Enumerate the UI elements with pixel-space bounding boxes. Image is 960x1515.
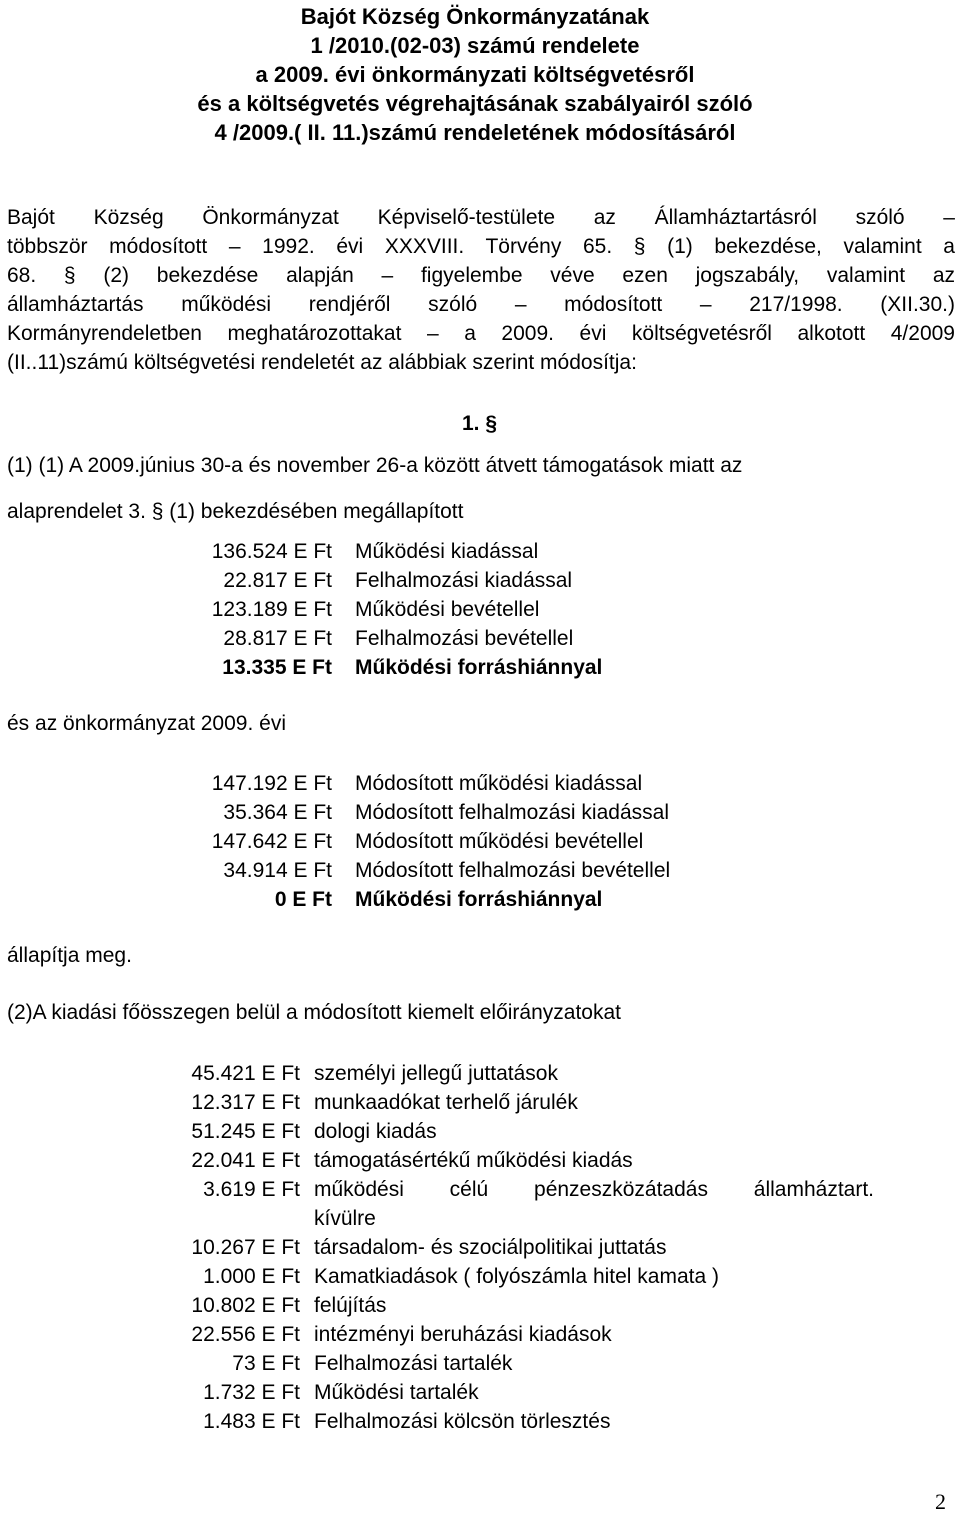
table-row [160, 1088, 874, 1117]
label-cell: munkaadókat terhelő járulék [314, 1091, 578, 1114]
label-cell: Módosított felhalmozási bevétellel [355, 859, 671, 882]
label-cell: Működési forráshiánnyal [355, 888, 603, 911]
label-cell: támogatásértékű működési kiadás [314, 1149, 633, 1172]
title-line: a 2009. évi önkormányzati költségvetésről [255, 62, 695, 87]
label-cell: Módosított felhalmozási kiadással [355, 801, 669, 824]
label-cell: Felhalmozási kiadással [355, 569, 573, 592]
amount-cell: 12.317 E Ft [191, 1091, 300, 1114]
label-cell: Felhalmozási kölcsön törlesztés [314, 1410, 611, 1433]
table-row [160, 1349, 874, 1378]
preamble-line: államháztartás működési rendjéről szóló – módosított – 217/1998. (XII.30.) [7, 293, 955, 316]
amount-cell: 1.732 E Ft [203, 1381, 300, 1404]
amount-cell: 1.000 E Ft [203, 1265, 300, 1288]
label-cell: intézményi beruházási kiadások [314, 1323, 612, 1346]
amount-cell: 147.192 E Ft [211, 772, 332, 795]
table-row [160, 1175, 874, 1233]
preamble-paragraph [7, 203, 955, 377]
preamble-line: Kormányrendeletben meghatározottakat – a 2009. évi költségvetésről alkotott 4/2009 [7, 322, 955, 345]
label-line: kívülre [314, 1207, 376, 1230]
amount-cell: 10.802 E Ft [191, 1294, 300, 1317]
amount-cell: 28.817 E Ft [223, 627, 332, 650]
label-cell: Felhalmozási bevétellel [355, 627, 574, 650]
table-row [160, 1320, 874, 1349]
label-cell: Működési forráshiánnyal [355, 656, 603, 679]
paragraph-1-line-2: alaprendelet 3. § (1) bekezdésében megállapított [7, 500, 464, 523]
table-row [160, 653, 602, 682]
table-row [160, 537, 602, 566]
table-row [160, 769, 670, 798]
label-cell: személyi jellegű juttatások [314, 1062, 558, 1085]
preamble-line: (II..11)számú költségvetési rendeletét az alábbiak szerint módosítja: [7, 351, 637, 374]
title-line: 4 /2009.( II. 11.)számú rendeletének módosításáról [214, 120, 736, 145]
label-cell: dologi kiadás [314, 1120, 437, 1143]
preamble-line: Bajót Község Önkormányzat Képviselő-testülete az Államháztartásról szóló – [7, 206, 955, 229]
document-title [0, 2, 960, 147]
label-cell [300, 1175, 874, 1233]
connecting-text: és az önkormányzat 2009. évi [7, 712, 286, 735]
label-cell: társadalom- és szociálpolitikai juttatás [314, 1236, 667, 1259]
table-row [160, 1407, 874, 1436]
table-row [160, 1233, 874, 1262]
amount-cell: 10.267 E Ft [191, 1236, 300, 1259]
amount-cell: 0 E Ft [274, 888, 332, 911]
table-row [160, 595, 602, 624]
appropriations-table [160, 1059, 874, 1436]
title-line: 1 /2010.(02-03) számú rendelete [310, 33, 640, 58]
paragraph-1-line-1: (1) (1) A 2009.június 30-a és november 26-a között átvett támogatások miatt az [7, 454, 743, 477]
table-row [160, 1117, 874, 1146]
label-cell: Működési kiadással [355, 540, 539, 563]
table-row [160, 1291, 874, 1320]
label-cell: Módosított működési kiadással [355, 772, 643, 795]
label-cell: Működési tartalék [314, 1381, 479, 1404]
table-row [160, 798, 670, 827]
closing-text: állapítja meg. [7, 944, 132, 967]
label-cell: Kamatkiadások ( folyószámla hitel kamata ) [314, 1265, 719, 1288]
label-cell: Módosított működési bevétellel [355, 830, 644, 853]
label-cell: felújítás [314, 1294, 387, 1317]
amount-cell: 13.335 E Ft [222, 656, 332, 679]
page-number: 2 [935, 1489, 946, 1514]
section-number: 1. § [462, 412, 498, 435]
amount-cell: 22.817 E Ft [223, 569, 332, 592]
preamble-line: 68. § (2) bekezdése alapján – figyelembe véve ezen jogszabály, valamint az [7, 264, 955, 287]
label-cell: Működési bevétellel [355, 598, 540, 621]
table-row [160, 1262, 874, 1291]
table-row [160, 1059, 874, 1088]
label-cell: Felhalmozási tartalék [314, 1352, 513, 1375]
amount-cell: 147.642 E Ft [211, 830, 332, 853]
amount-cell: 45.421 E Ft [191, 1062, 300, 1085]
title-line: Bajót Község Önkormányzatának [300, 4, 650, 29]
modified-amounts-table [160, 769, 670, 914]
amount-cell: 73 E Ft [232, 1352, 300, 1375]
amount-cell: 1.483 E Ft [203, 1410, 300, 1433]
table-row [160, 885, 670, 914]
table-row [160, 827, 670, 856]
amount-cell: 34.914 E Ft [223, 859, 332, 882]
amount-cell: 22.556 E Ft [191, 1323, 300, 1346]
label-line: működési célú pénzeszközátadás államháztart. [314, 1178, 874, 1201]
amount-cell: 123.189 E Ft [211, 598, 332, 621]
table-row [160, 624, 602, 653]
table-row [160, 566, 602, 595]
table-row [160, 1146, 874, 1175]
table-row [160, 856, 670, 885]
title-line: és a költségvetés végrehajtásának szabályairól szóló [197, 91, 753, 116]
paragraph-2: (2)A kiadási főösszegen belül a módosított kiemelt előirányzatokat [7, 1001, 621, 1024]
amount-cell: 3.619 E Ft [203, 1178, 300, 1201]
amount-cell: 136.524 E Ft [211, 540, 332, 563]
amount-cell: 22.041 E Ft [191, 1149, 300, 1172]
amount-cell: 35.364 E Ft [223, 801, 332, 824]
table-row [160, 1378, 874, 1407]
preamble-line: többször módosított – 1992. évi XXXVIII. Törvény 65. § (1) bekezdése, valamint a [7, 235, 955, 258]
original-amounts-table [160, 537, 602, 682]
amount-cell: 51.245 E Ft [191, 1120, 300, 1143]
